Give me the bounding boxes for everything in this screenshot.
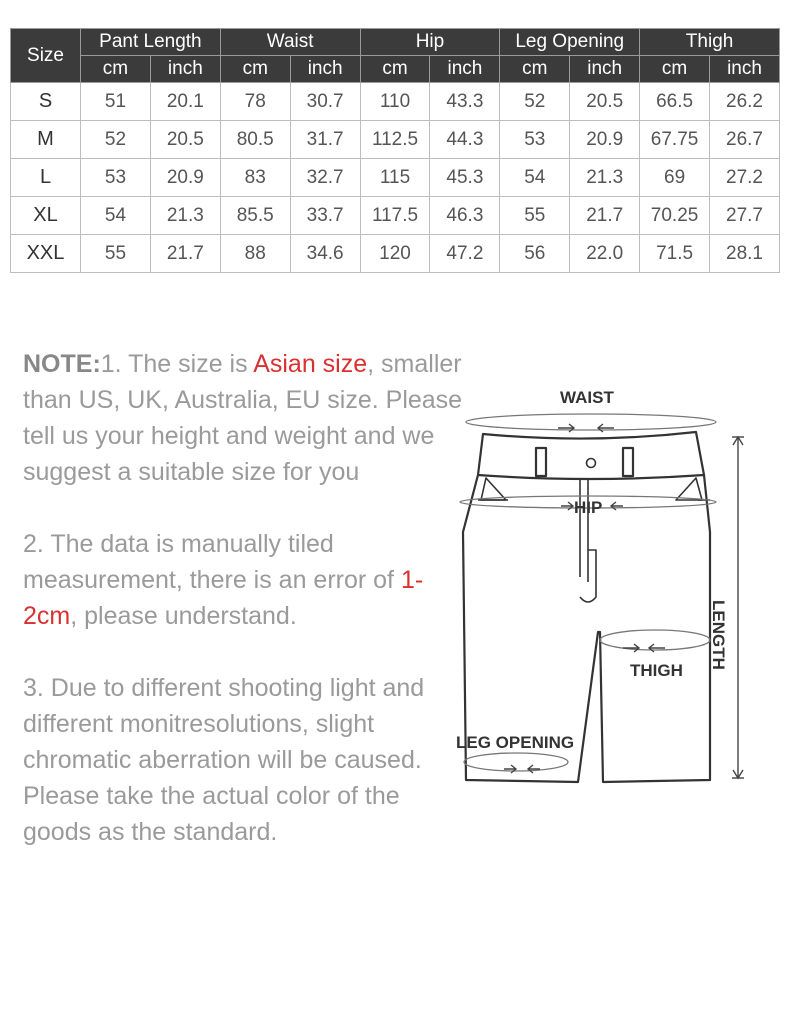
measurement-cell: 69	[640, 159, 710, 197]
table-row	[11, 121, 780, 159]
error-range-highlight: 1-2cm	[23, 566, 424, 630]
measurement-cell: 120	[360, 235, 430, 273]
size-note	[23, 346, 463, 886]
asian-size-highlight: Asian size	[253, 350, 368, 378]
measurement-cell: 67.75	[640, 121, 710, 159]
unit-header-cm: cm	[81, 56, 151, 83]
measurement-cell: 112.5	[360, 121, 430, 159]
measurement-cell: 20.5	[570, 83, 640, 121]
unit-header-inch: inch	[570, 56, 640, 83]
unit-header-inch: inch	[710, 56, 780, 83]
measurement-cell: 54	[500, 159, 570, 197]
measurement-cell: 22.0	[570, 235, 640, 273]
measurement-cell: 46.3	[430, 197, 500, 235]
length-label: LENGTH	[709, 600, 728, 670]
size-cell: L	[11, 159, 81, 197]
note-label: NOTE:	[23, 350, 101, 378]
measurement-cell: 45.3	[430, 159, 500, 197]
measurement-cell: 78	[220, 83, 290, 121]
table-row	[11, 159, 780, 197]
measurement-cell: 53	[500, 121, 570, 159]
group-header-leg-opening: Leg Opening	[500, 29, 640, 56]
measurement-cell: 20.5	[150, 121, 220, 159]
measurement-cell: 52	[500, 83, 570, 121]
note-text: 1. The size is	[100, 350, 254, 378]
size-cell: S	[11, 83, 81, 121]
measurement-cell: 20.9	[570, 121, 640, 159]
note-paragraph-1	[23, 346, 463, 490]
measurement-cell: 117.5	[360, 197, 430, 235]
group-header-thigh: Thigh	[640, 29, 780, 56]
measurement-cell: 54	[81, 197, 151, 235]
group-header-pant-length: Pant Length	[81, 29, 221, 56]
hip-label: HIP	[574, 498, 603, 517]
unit-header-cm: cm	[220, 56, 290, 83]
note-text: , please understand.	[70, 602, 297, 630]
measurement-cell: 115	[360, 159, 430, 197]
unit-header-inch: inch	[150, 56, 220, 83]
measurement-cell: 56	[500, 235, 570, 273]
measurement-cell: 53	[81, 159, 151, 197]
unit-header-inch: inch	[290, 56, 360, 83]
measurement-cell: 44.3	[430, 121, 500, 159]
table-row	[11, 83, 780, 121]
unit-header-inch: inch	[430, 56, 500, 83]
unit-header-cm: cm	[360, 56, 430, 83]
measurement-cell: 28.1	[710, 235, 780, 273]
measurement-cell: 27.2	[710, 159, 780, 197]
measurement-cell: 43.3	[430, 83, 500, 121]
measurement-cell: 31.7	[290, 121, 360, 159]
measurement-cell: 26.2	[710, 83, 780, 121]
waist-label: WAIST	[560, 388, 614, 407]
table-header-units	[11, 56, 780, 83]
measurement-cell: 21.7	[150, 235, 220, 273]
measurement-cell: 21.3	[570, 159, 640, 197]
unit-header-cm: cm	[640, 56, 710, 83]
measurement-cell: 34.6	[290, 235, 360, 273]
measurement-cell: 21.3	[150, 197, 220, 235]
measurement-cell: 51	[81, 83, 151, 121]
measurement-cell: 33.7	[290, 197, 360, 235]
size-table	[10, 28, 780, 273]
measurement-cell: 66.5	[640, 83, 710, 121]
measurement-cell: 83	[220, 159, 290, 197]
measurement-cell: 27.7	[710, 197, 780, 235]
measurement-cell: 21.7	[570, 197, 640, 235]
leg-opening-label: LEG OPENING	[456, 733, 575, 752]
measurement-cell: 32.7	[290, 159, 360, 197]
measurement-cell: 20.1	[150, 83, 220, 121]
measurement-cell: 52	[81, 121, 151, 159]
unit-header-cm: cm	[500, 56, 570, 83]
measurement-cell: 88	[220, 235, 290, 273]
shorts-measurement-diagram	[448, 382, 778, 802]
measurement-cell: 55	[81, 235, 151, 273]
size-header: Size	[11, 29, 81, 83]
group-header-waist: Waist	[220, 29, 360, 56]
measurement-cell: 26.7	[710, 121, 780, 159]
note-text: 2. The data is manually tiled measurement, there is an error of	[23, 530, 401, 594]
table-row	[11, 235, 780, 273]
measurement-cell: 85.5	[220, 197, 290, 235]
size-cell: M	[11, 121, 81, 159]
table-row	[11, 197, 780, 235]
note-paragraph-3: 3. Due to different shooting light and different monitresolutions, slight chromatic aberration will be caused. Please take the actual color of the goods as the standard.	[23, 674, 425, 846]
measurement-cell: 80.5	[220, 121, 290, 159]
measurement-cell: 110	[360, 83, 430, 121]
note-paragraph-2	[23, 526, 463, 634]
size-cell: XXL	[11, 235, 81, 273]
measurement-cell: 20.9	[150, 159, 220, 197]
measurement-cell: 55	[500, 197, 570, 235]
measurement-cell: 70.25	[640, 197, 710, 235]
thigh-label: THIGH	[630, 661, 683, 680]
measurement-cell: 30.7	[290, 83, 360, 121]
table-header-groups	[11, 29, 780, 56]
measurement-cell: 71.5	[640, 235, 710, 273]
note-text: , smaller than US, UK, Australia, EU size. Please tell us your height and weight and we suggest a suitable size for you	[23, 350, 463, 486]
group-header-hip: Hip	[360, 29, 500, 56]
size-cell: XL	[11, 197, 81, 235]
measurement-cell: 47.2	[430, 235, 500, 273]
